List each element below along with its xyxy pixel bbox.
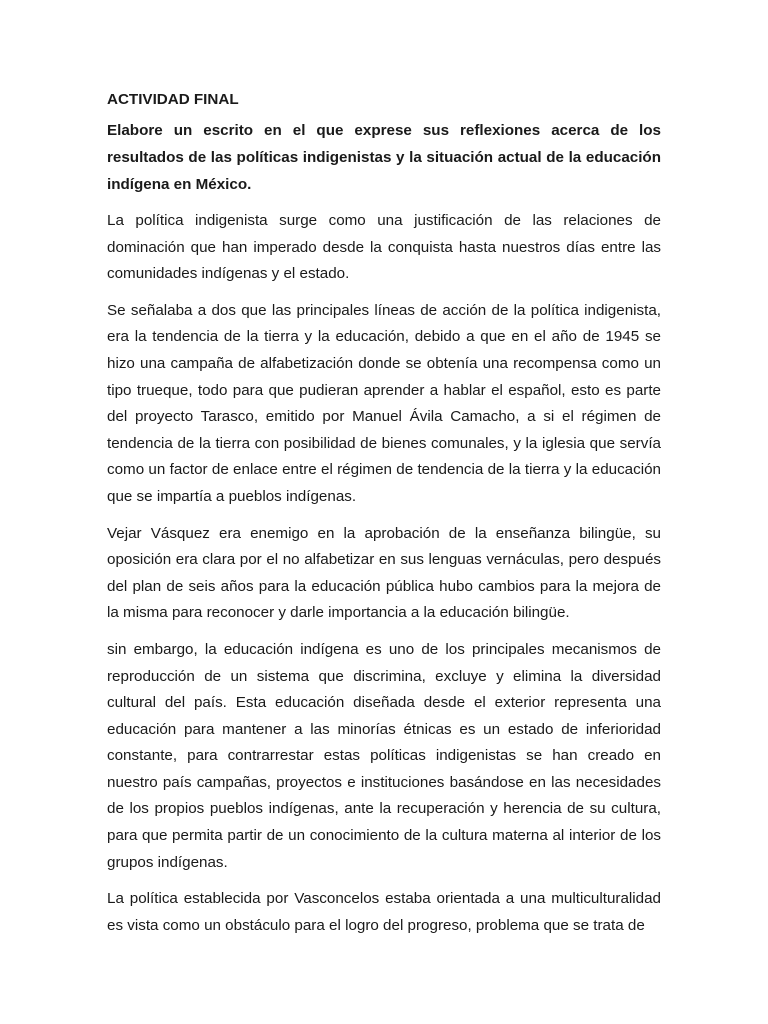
paragraph-3: Vejar Vásquez era enemigo en la aprobación de la enseñanza bilingüe, su oposición era clara por el no alfabetizar en sus lenguas vernáculas, pero después del plan de seis años para la educación pública hubo cambios para la mejora de la misma para reconocer y darle importancia a la educación bilingüe. (107, 524, 661, 622)
document-heading: ACTIVIDAD FINAL (107, 91, 239, 108)
paragraph-2: Se señalaba a dos que las principales líneas de acción de la política indigenista, era la tendencia de la tierra y la educación, debido a que en el año de 1945 se hizo una campaña de alfabetización donde se obtenía una recompensa como un tipo trueque, todo para que pudieran aprender a hablar el español, esto es parte del proyecto Tarasco, emitido por Manuel Ávila Camacho, a si el régimen de tendencia de la tierra con posibilidad de bienes comunales, y la iglesia que servía como un factor de enlace entre el régimen de tendencia de la tierra y la educación que se impartía a pueblos indígenas. (107, 301, 661, 505)
document-page (107, 89, 661, 949)
paragraph-5: La política establecida por Vasconcelos estaba orientada a una multiculturalidad es vista como un obstáculo para el logro del progreso, problema que se trata de (107, 890, 661, 934)
paragraph-1: La política indigenista surge como una justificación de las relaciones de dominación que han imperado desde la conquista hasta nuestros días entre las comunidades indígenas y el estado. (107, 212, 661, 283)
assignment-prompt: Elabore un escrito en el que exprese sus reflexiones acerca de los resultados de las políticas indigenistas y la situación actual de la educación indígena en México. (107, 122, 661, 193)
paragraph-4: sin embargo, la educación indígena es uno de los principales mecanismos de reproducción de un sistema que discrimina, excluye y elimina la diversidad cultural del país. Esta educación diseñada desde el exterior representa una educación para mantener a las minorías étnicas es un estado de inferioridad constante, para contrarrestar estas políticas indigenistas se han creado en nuestro país campañas, proyectos e instituciones basándose en las necesidades de los propios pueblos indígenas, ante la recuperación y herencia de su cultura, para que permita partir de un conocimiento de la cultura materna al interior de los grupos indígenas. (107, 640, 661, 871)
